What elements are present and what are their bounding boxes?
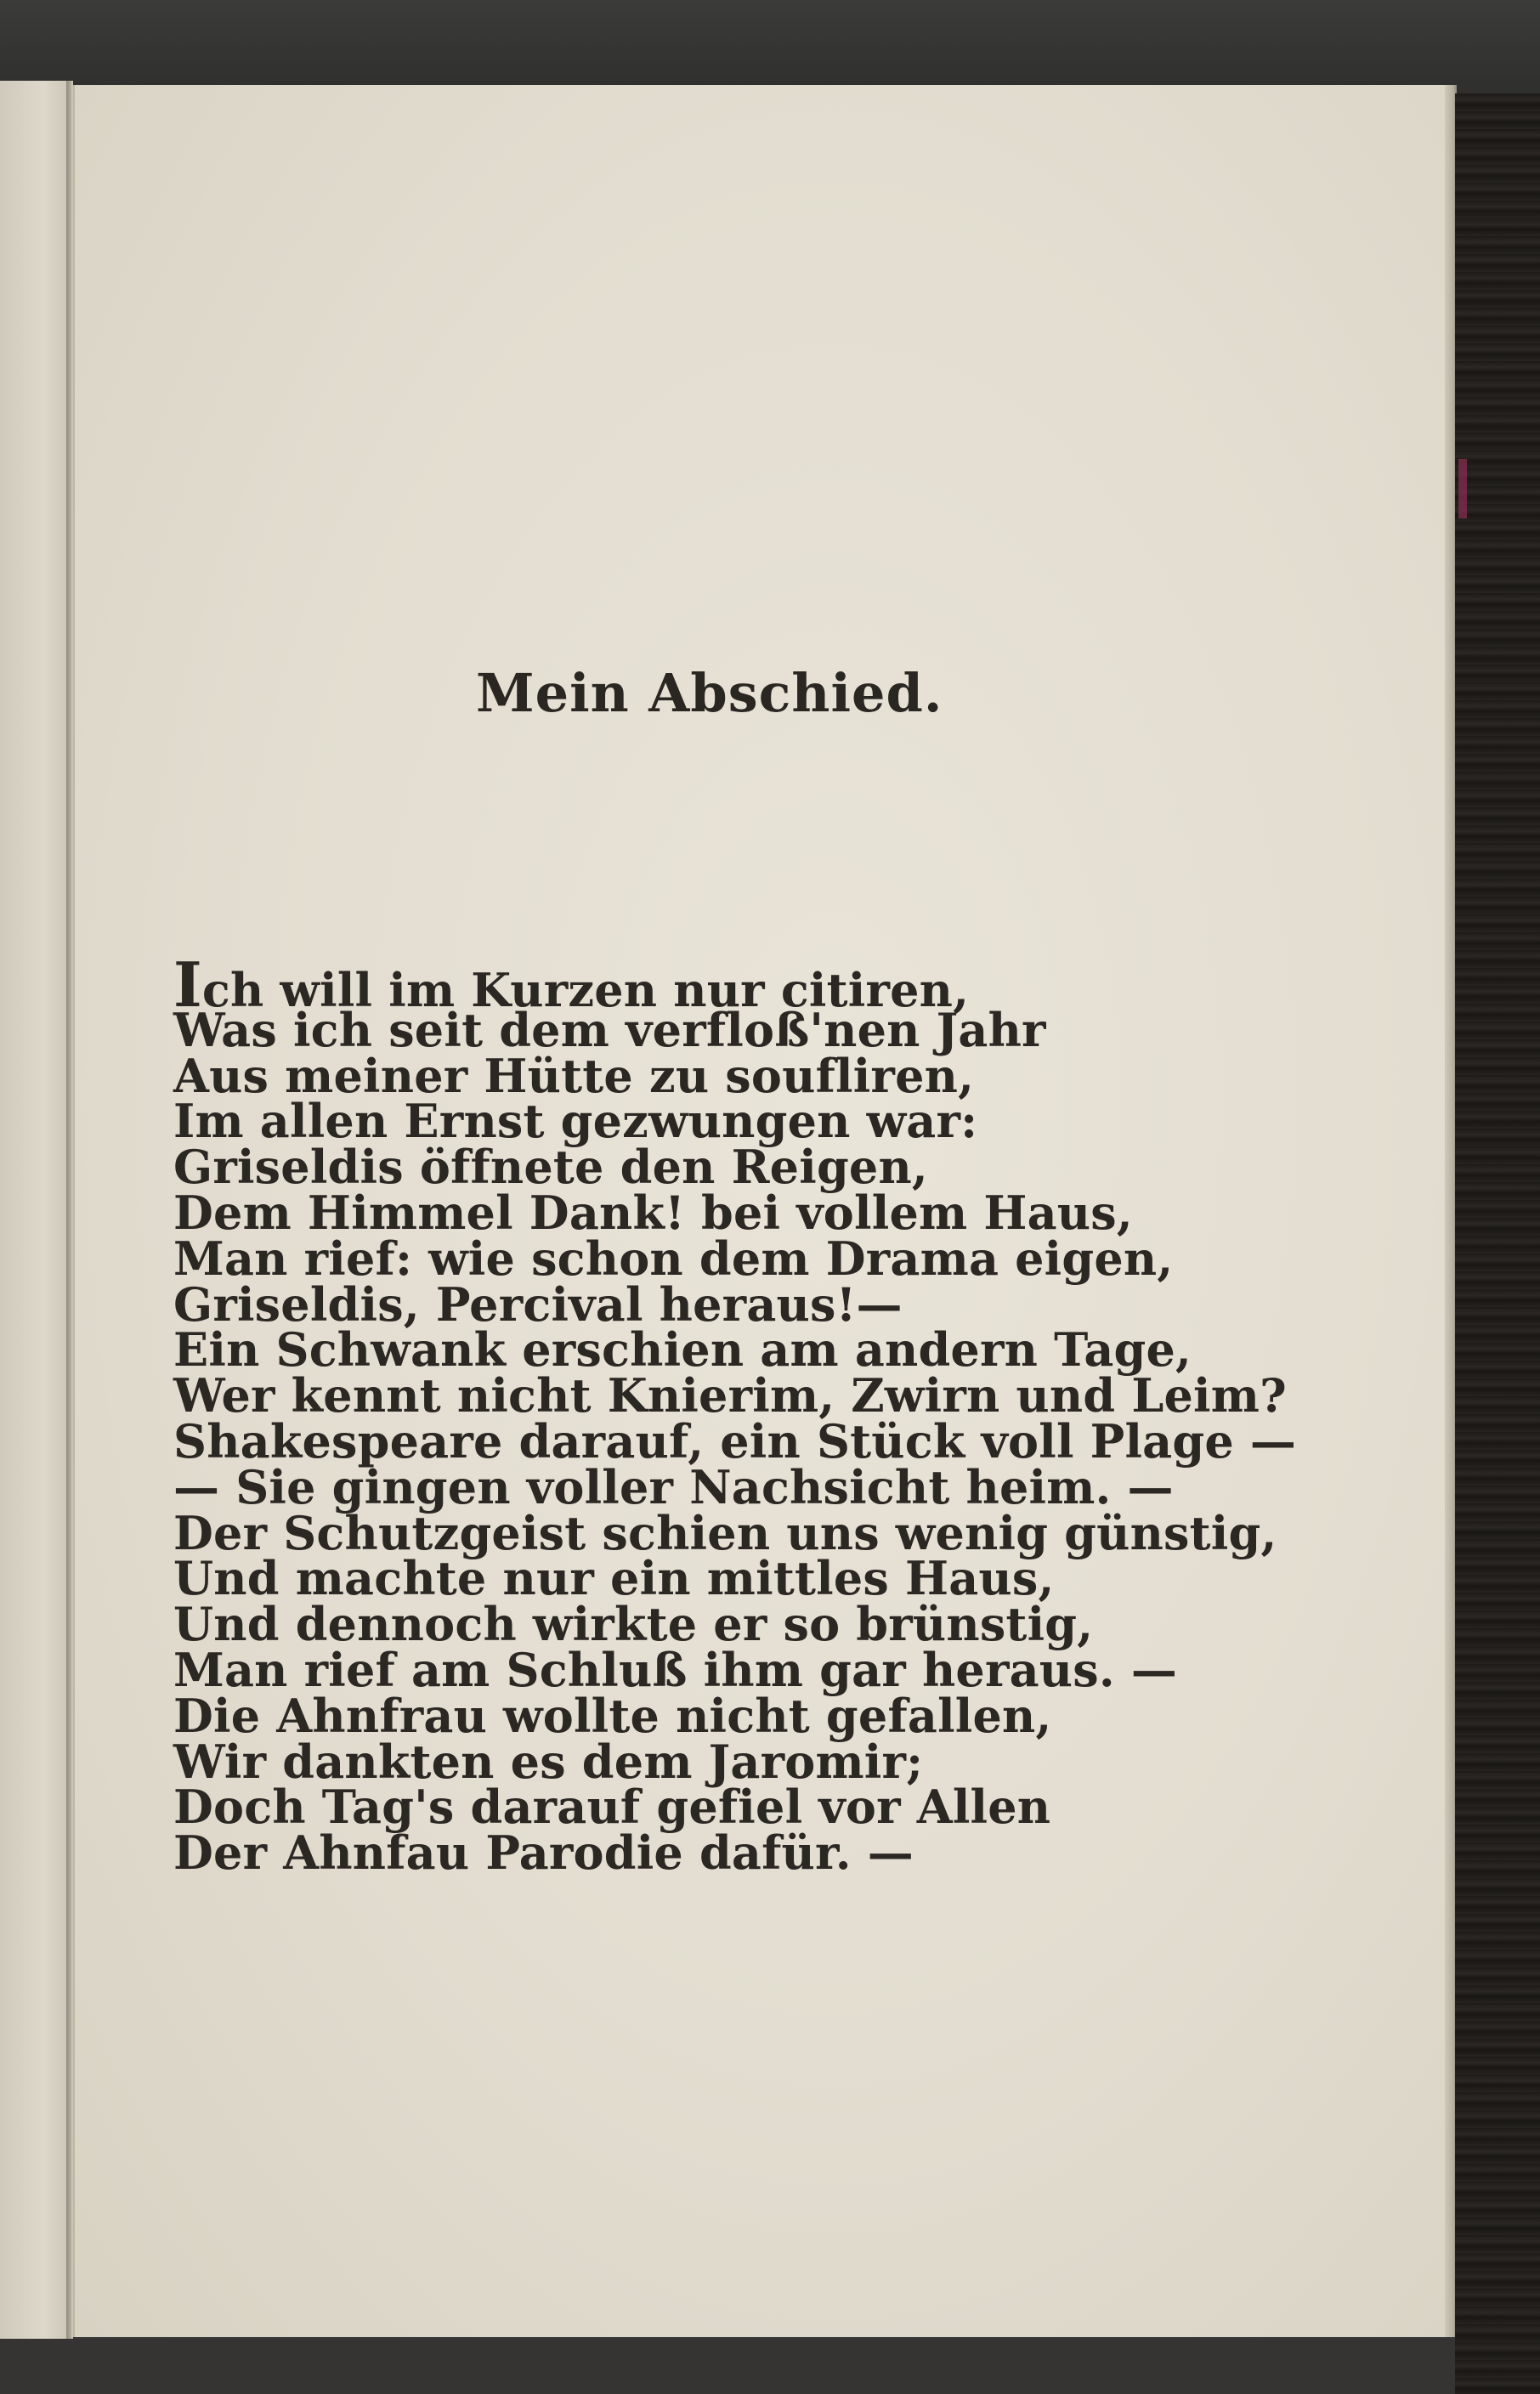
poem-line: Dem Himmel Dank! bei vollem Haus, <box>173 1185 1133 1240</box>
poem-line: Ich will im Kurzen nur citiren, <box>173 948 970 1021</box>
poem-line: Wir dankten es dem Jaromir; <box>173 1734 924 1789</box>
previous-page-edge <box>0 81 73 2341</box>
poem-line: Shakespeare darauf, ein Stück voll Plage — <box>173 1413 1297 1469</box>
poem-line: — Sie gingen voller Nachsicht heim. — <box>173 1459 1174 1514</box>
poem-line: Und machte nur ein mittles Haus, <box>173 1551 1055 1606</box>
scan-background-top <box>0 0 1540 93</box>
poem-line: Aus meiner Hütte zu soufliren, <box>173 1048 975 1103</box>
poem-line: Man rief: wie schon dem Drama eigen, <box>173 1231 1174 1286</box>
book-spine <box>1455 93 1540 2394</box>
poem-line: Ein Schwank erschien am andern Tage, <box>173 1322 1192 1378</box>
scan-background-bottom <box>0 2339 1455 2394</box>
page-title: Mein Abschied. <box>476 662 943 724</box>
poem-line: Die Ahnfrau wollte nicht gefallen, <box>173 1688 1052 1743</box>
poem-text <box>173 948 1297 1881</box>
poem-line: Doch Tag's darauf gefiel vor Allen <box>173 1780 1051 1835</box>
poem-line: Griseldis öffnete den Reigen, <box>173 1140 928 1195</box>
poem-line: Im allen Ernst gezwungen war: <box>173 1094 978 1149</box>
page-gutter <box>66 81 71 2341</box>
poem-line: Griseldis, Percival heraus!— <box>173 1276 903 1332</box>
poem-line: Der Ahnfau Parodie dafür. — <box>173 1825 914 1881</box>
poem-line: Man rief am Schluß ihm gar heraus. — <box>173 1642 1178 1697</box>
poem-line: Und dennoch wirkte er so brünstig, <box>173 1597 1094 1652</box>
poem-line: Wer kennt nicht Knierim, Zwirn und Leim? <box>173 1368 1287 1423</box>
poem-line: Der Schutzgeist schien uns wenig günstig, <box>173 1505 1277 1560</box>
poem-line: Was ich seit dem verfloß'nen Jahr <box>173 1002 1046 1057</box>
spine-mark <box>1458 459 1467 518</box>
